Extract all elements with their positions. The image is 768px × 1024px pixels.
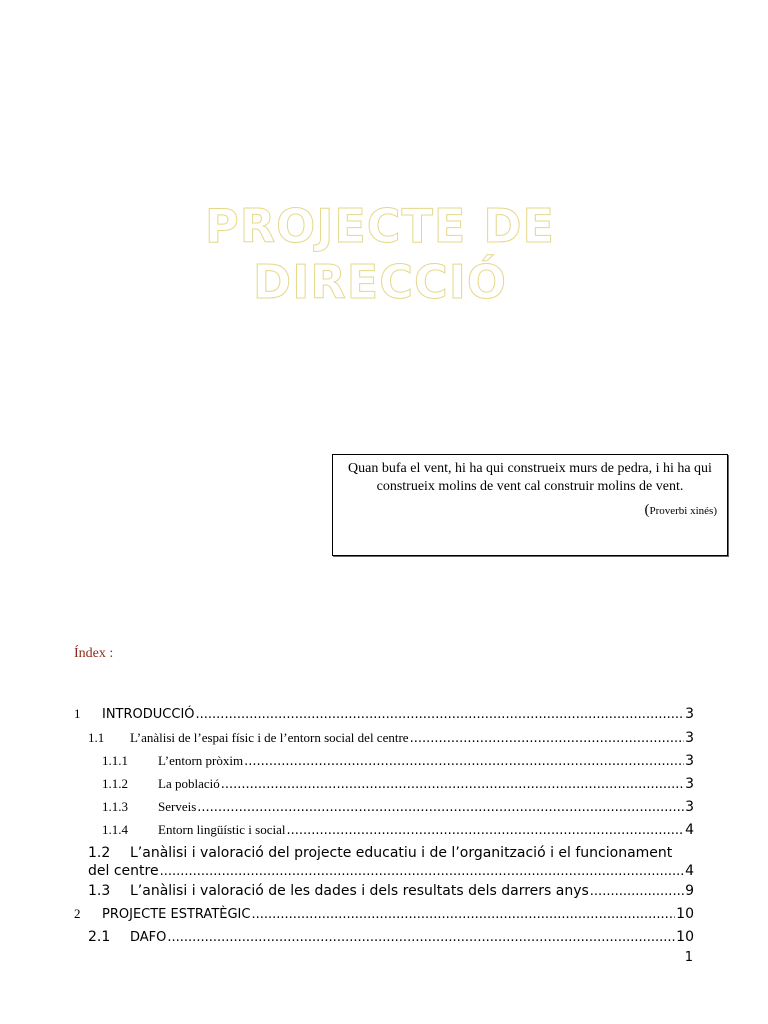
toc-entry-number: 2.1 xyxy=(88,929,111,945)
toc-entry-text: Serveis xyxy=(158,799,197,814)
toc-entry-1-3[interactable] xyxy=(88,883,694,899)
quote-text: Quan bufa el vent, hi ha qui construeix murs de pedra, i hi ha qui construeix molins de vent cal construir molins de vent. xyxy=(348,461,712,494)
toc-entry-page: 3 xyxy=(685,706,694,722)
toc-entry-number: 1.1.4 xyxy=(102,822,128,837)
toc-leader-dots xyxy=(251,907,675,922)
toc-leader-dots xyxy=(196,707,685,722)
toc-entry-page: 3 xyxy=(685,776,694,792)
toc-leader-dots xyxy=(286,823,684,838)
toc-entry-page: 9 xyxy=(685,883,694,899)
toc-entry-1-1-2[interactable] xyxy=(102,776,694,792)
toc-entry-page: 4 xyxy=(685,822,694,838)
quote-source-paren: ( xyxy=(644,502,650,518)
toc-entry-page: 4 xyxy=(685,863,694,879)
document-title xyxy=(150,198,610,310)
toc-entry-1-1-1[interactable] xyxy=(102,753,694,769)
toc-entry-text: L’anàlisi de l’espai físic i de l’entorn social del centre xyxy=(130,730,409,745)
document-title-line1: PROJECTE DE xyxy=(205,199,555,253)
toc-entry-2-1[interactable] xyxy=(88,929,694,945)
toc-entry-1-2[interactable] xyxy=(88,844,694,881)
document-title-line2: DIRECCIÓ xyxy=(253,255,507,309)
toc-leader-dots xyxy=(410,731,685,746)
toc-entry-page: 3 xyxy=(685,799,694,815)
toc-entry-1-1[interactable] xyxy=(88,730,694,746)
index-heading: Índex : xyxy=(74,646,114,661)
toc-entry-number: 1.2 xyxy=(88,845,111,861)
toc-leader-dots xyxy=(167,930,675,945)
toc-entry-number: 1.1.1 xyxy=(102,753,128,768)
toc-entry-1-1-4[interactable] xyxy=(102,822,694,838)
page-number: 1 xyxy=(684,950,693,965)
toc-entry-text-line2: del centre xyxy=(88,863,159,879)
toc-entry-1[interactable] xyxy=(74,706,694,722)
toc-entry-text: La població xyxy=(158,776,220,791)
toc-leader-dots xyxy=(197,800,684,815)
toc-entry-page: 3 xyxy=(685,730,694,746)
toc-entry-text: INTRODUCCIÓ xyxy=(102,707,195,722)
toc-leader-dots xyxy=(244,754,684,769)
toc-entry-number: 1.1.2 xyxy=(102,776,128,791)
toc-entry-page: 10 xyxy=(676,906,694,922)
toc-leader-dots xyxy=(160,863,685,881)
toc-leader-dots xyxy=(221,777,684,792)
toc-entry-page: 3 xyxy=(685,753,694,769)
toc-entry-text: L’entorn pròxim xyxy=(158,753,244,768)
toc-entry-text-line1: L’anàlisi i valoració del projecte educatiu i de l’organització i el funcionament xyxy=(130,845,673,861)
toc-entry-2[interactable] xyxy=(74,906,694,922)
toc-entry-number: 1.1.3 xyxy=(102,799,128,814)
toc-entry-text: Entorn lingüístic i social xyxy=(158,822,286,837)
toc-entry-number: 2 xyxy=(74,906,81,921)
toc-entry-page: 10 xyxy=(676,929,694,945)
toc-entry-1-1-3[interactable] xyxy=(102,799,694,815)
toc-entry-text: DAFO xyxy=(130,930,167,945)
quote-source xyxy=(343,502,717,519)
toc-entry-number: 1 xyxy=(74,706,81,721)
toc-entry-text: PROJECTE ESTRATÈGIC xyxy=(102,907,251,922)
toc-leader-dots xyxy=(590,884,684,899)
quote-source-text: Proverbi xinés) xyxy=(649,505,717,517)
toc-entry-number: 1.3 xyxy=(88,883,111,899)
toc-entry-text: L’anàlisi i valoració de les dades i dels resultats dels darrers anys xyxy=(130,883,589,899)
quote-box xyxy=(332,454,728,556)
toc-entry-number: 1.1 xyxy=(88,730,105,745)
